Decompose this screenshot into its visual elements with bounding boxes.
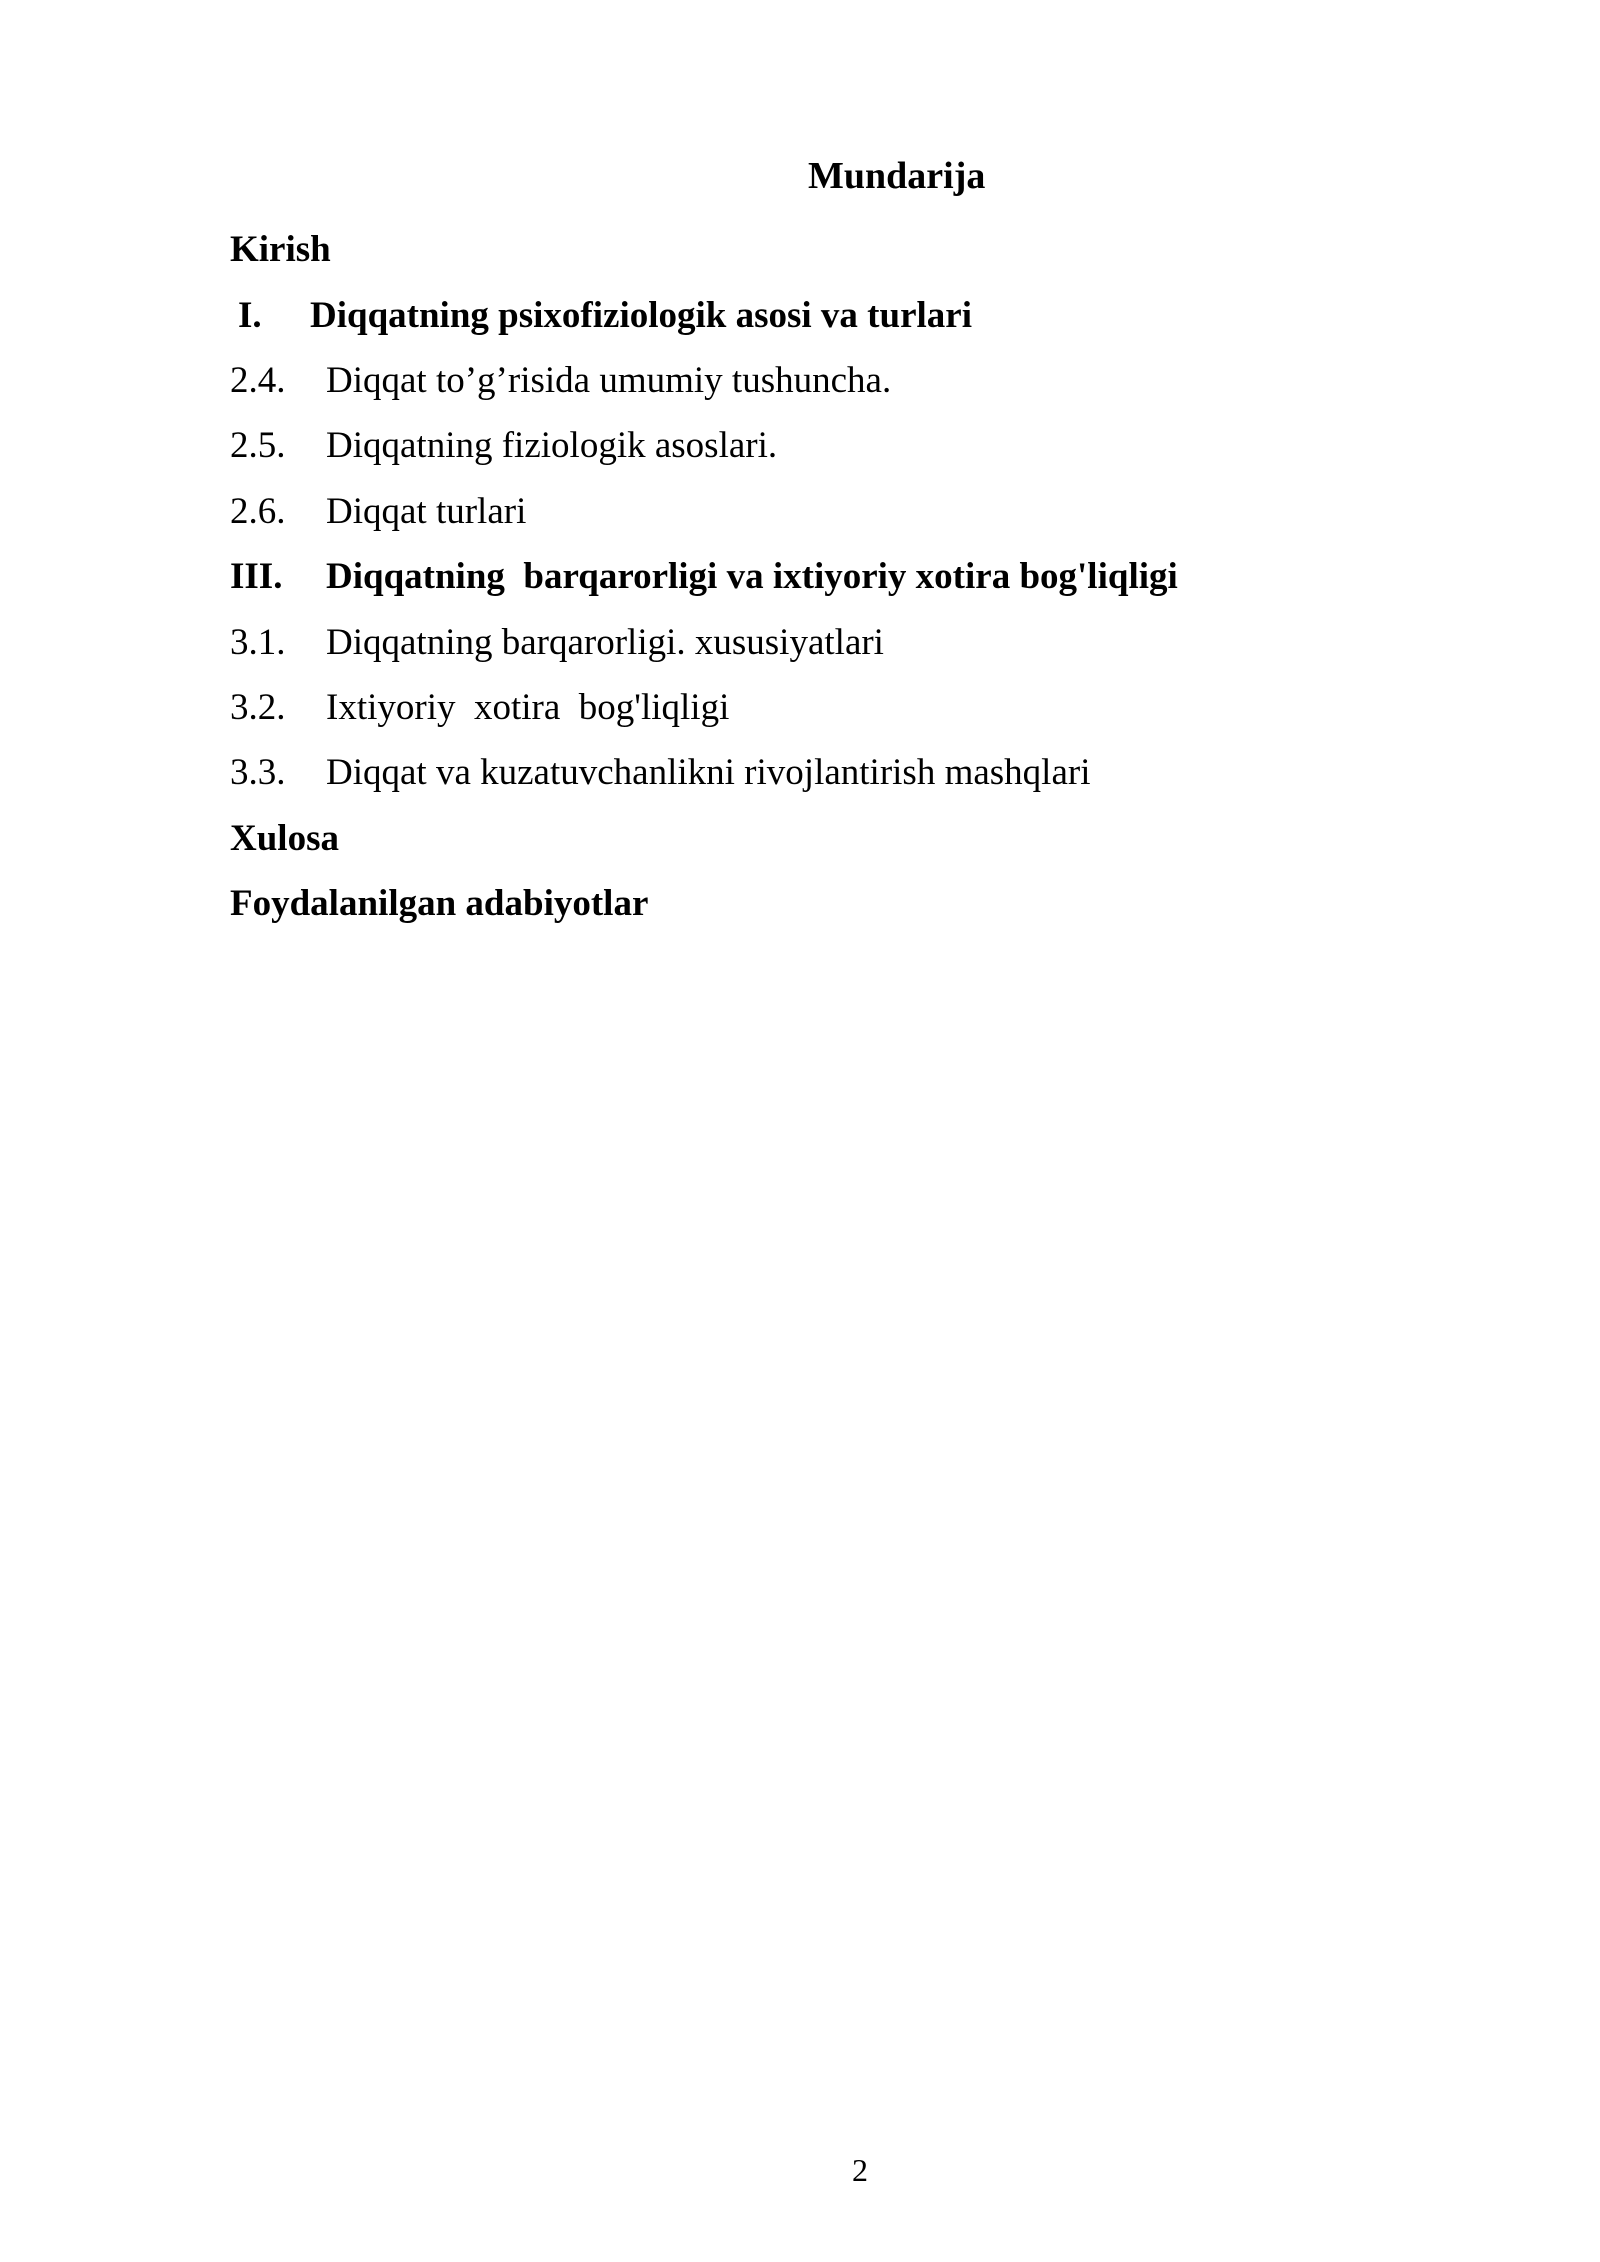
toc-list: [230, 217, 1410, 936]
toc-entry-text: Xulosa: [230, 817, 339, 859]
toc-entry-2-5: [230, 413, 1410, 478]
toc-entry-2-6: [230, 479, 1410, 544]
toc-entry-number: 2.4.: [230, 359, 286, 401]
toc-entry-2-4: [230, 348, 1410, 413]
toc-entry-kirish: [230, 217, 1410, 282]
toc-entry-references: [230, 871, 1410, 936]
toc-entry-text: Ixtiyoriy xotira bog'liqligi: [326, 686, 730, 728]
toc-entry-text: Diqqat va kuzatuvchanlikni rivojlantirish mashqlari: [326, 752, 1091, 794]
toc-entry-chapter-3: [230, 544, 1410, 609]
toc-entry-text: Diqqatning fiziologik asoslari.: [326, 425, 778, 467]
toc-entry-text: Diqqat turlari: [326, 490, 527, 532]
toc-entry-number: 3.2.: [230, 686, 286, 728]
toc-entry-number: 3.3.: [230, 752, 286, 794]
toc-entry-number: III.: [230, 556, 283, 598]
toc-entry-3-2: [230, 675, 1410, 740]
toc-entry-text: Diqqatning psixofiziologik asosi va turlari: [310, 294, 972, 336]
toc-title: Mundarija: [808, 155, 986, 197]
toc-entry-text: Diqqatning barqarorligi va ixtiyoriy xotira bog'liqligi: [326, 556, 1178, 598]
toc-entry-number: 2.5.: [230, 425, 286, 467]
toc-entry-number: 2.6.: [230, 490, 286, 532]
toc-entry-xulosa: [230, 806, 1410, 871]
toc-entry-number: I.: [238, 294, 262, 336]
page-number: 2: [852, 2152, 868, 2188]
toc-entry-text: Foydalanilgan adabiyotlar: [230, 883, 649, 925]
toc-entry-chapter-1: [230, 282, 1410, 347]
toc-entry-text: Diqqatning barqarorligi. xususiyatlari: [326, 621, 884, 663]
toc-entry-3-3: [230, 740, 1410, 805]
toc-entry-number: 3.1.: [230, 621, 286, 663]
toc-entry-3-1: [230, 609, 1410, 674]
toc-entry-text: Diqqat to’g’risida umumiy tushuncha.: [326, 359, 892, 401]
toc-entry-text: Kirish: [230, 229, 331, 271]
